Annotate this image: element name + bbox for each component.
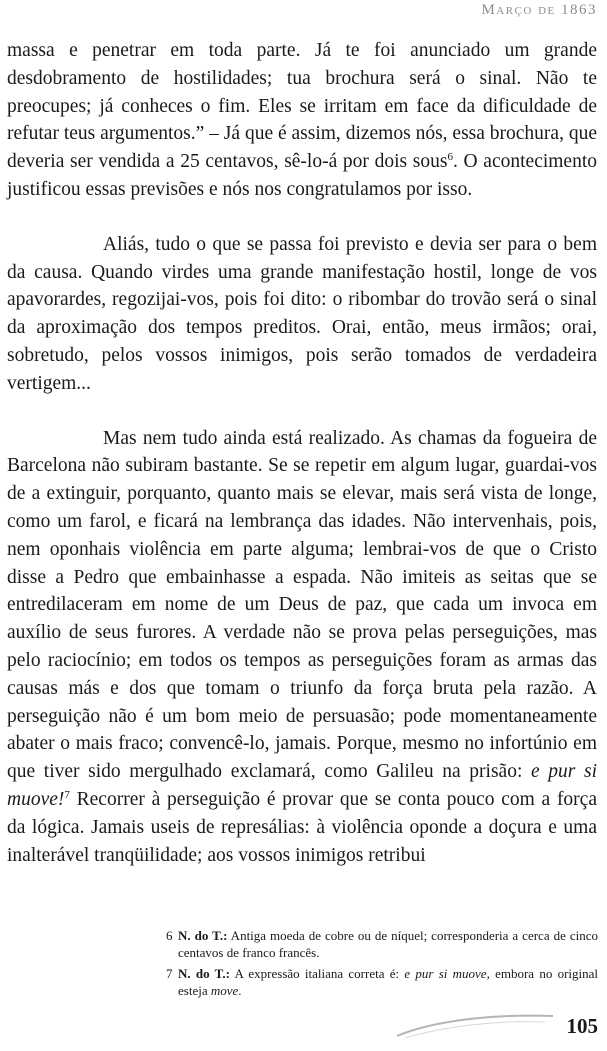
page-number: 105 (566, 1014, 598, 1038)
footnote-number: 6 (166, 928, 173, 943)
footnote-text: Antiga moeda de cobre ou de níquel; corresponderia a cerca de cinco centavos de franco francês. (178, 928, 598, 960)
footnote-6 (166, 927, 598, 961)
footnotes (166, 927, 598, 1003)
footnote-label: N. do T.: (178, 966, 230, 981)
decorative-swoosh-icon (395, 1010, 555, 1040)
footnote-label: N. do T.: (178, 928, 228, 943)
footnote-7: 7 N. do T.: A expressão italiana correta é: e pur si muove, embora no original esteja move. (166, 966, 599, 998)
paragraph-3: Mas nem tudo ainda está realizado. As chamas da fogueira de Barcelona não subiram bastante. Se se repetir em algum lugar, guardai-vos de a extinguir, porquanto, quanto mais se elevar, mais será vista de longe, como um farol, e ficará na lembrança das idades. Não intervenhais, pois, nem oponhais violência em parte alguma; lembrai-vos de que o Cristo disse a Pedro que embainhasse a espada. Não imiteis as seitas que se entredilaceram em nome de um Deus de paz, que cada um invoca em auxílio de seus furores. A verdade não se prova pelas perseguições, mas pelo raciocínio; em todos os tempos as perseguições foram as armas das causas más e dos que tomam o triunfo da força bruta pela razão. A perseguição não é um bom meio de persuasão; pode momentaneamente abater o mais fraco; convencê-lo, jamais. Porque, mesmo no infortúnio em que tiver sido mergulhado exclamará, como Galileu na prisão: e pur si muove!$^7$ Recorrer à perseguição é provar que se conta pouco com a força da lógica. Jamais useis de represálias: à violência oponde a doçura e uma inalterável tranqüilidade; aos vossos inimigos retribui (7, 427, 598, 866)
footnote-number: 7 (166, 966, 173, 981)
footnote-ref-6: 6 (447, 151, 453, 164)
running-header: Março de 1863 (481, 2, 597, 18)
footnote-ref-7: 7 (64, 788, 70, 801)
body-text (7, 37, 597, 869)
italic-quote: e pur si muove! (7, 761, 598, 810)
paragraph-1: massa e penetrar em toda parte. Já te foi anunciado um grande desdobramento de hostilidades; tua brochura será o sinal. Não te preocupes; já conheces o fim. Eles se irritam em face da dificuldade de refutar teus argumentos.” – Já que é assim, dizemos nós, essa brochura, que deveria ser vendida a 25 centavos, sê-lo-á por dois sous$^6$. O acontecimento justificou essas previsões e nós nos congratulamos por isso. (7, 40, 598, 200)
paragraph-2: Aliás, tudo o que se passa foi previsto e devia ser para o bem da causa. Quando virdes uma grande manifestação hostil, longe de vos apavorardes, regozijai-vos, pois foi dito: o ribombar do trovão será o sinal da aproximação dos tempos preditos. Orai, então, meus irmãos; orai, sobretudo, pelos vossos inimigos, pois serão tomados de verdadeira vertigem... (7, 233, 597, 394)
